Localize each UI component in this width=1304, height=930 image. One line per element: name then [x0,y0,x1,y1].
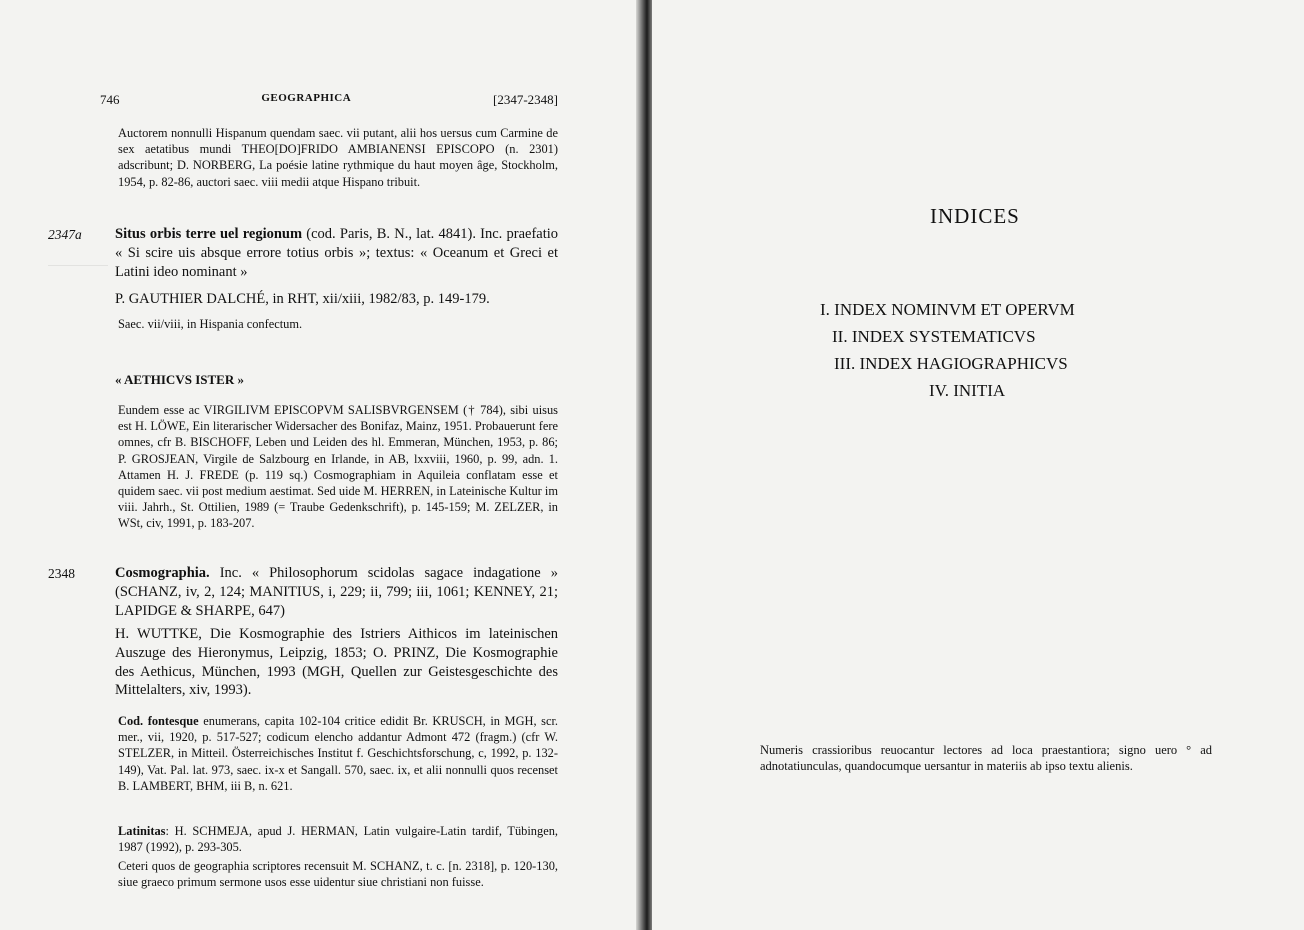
entry-2348-reference: H. WUTTKE, Die Kosmographie des Istriers Aithicos im lateinischen Auszuge des Hieronymus, Leipzig, 1853; O. PRINZ, Die Kosmographie des Aethicus, München, 1993 (MGH, Quellen zur Geistesgeschichte des Mittelalters, xiv, 1993). [115,626,558,699]
show-through-text [150,202,258,218]
entry-text: (cod. Paris, B. N., lat. 4841). Inc. praefatio « Si scire uis absque errore totius orbis »; textus: « Oceanum et Greci et Latini ideo nominant » [115,226,559,280]
intro-paragraph: Auctorem nonnulli Hispanum quendam saec. vii putant, alii hos uersus cum Carmine de sex aetatibus mundi THEO[DO]FRIDO AMBIANENSI EPISCOPO (n. 2301) adscribunt; D. NORBERG, La poésie latine rythmique du haut moyen âge, Stockholm, 1954, p. 82-86, auctori saec. viii medii atque Hispano tribuit. [118,126,558,189]
index-item: IV. INITIA [929,381,1006,400]
running-head [100,92,558,108]
aethicus-heading: « AETHICVS ISTER » [115,372,244,387]
entry-2347a-note: Saec. vii/viii, in Hispania confectum. [118,317,303,331]
indices-title: INDICES [930,204,1020,228]
index-item: III. INDEX HAGIOGRAPHICVS [834,354,1068,373]
latinitas-text: : H. SCHMEJA, apud J. HERMAN, Latin vulgaire-Latin tardif, Tübingen, 1987 (1992), p. 293-305. [118,824,558,855]
fontes-paragraph [118,713,558,794]
index-list [820,296,1075,404]
entry-number-2347a: 2347a [48,227,82,242]
fontes-label: Cod. fontesque [118,714,199,728]
index-item: II. INDEX SYSTEMATICVS [832,327,1036,346]
right-page [652,0,1304,930]
aethicus-paragraph: Eundem esse ac VIRGILIVM EPISCOPVM SALISBVRGENSEM († 784), sibi uisus est H. LÖWE, Ein literarischer Widersacher des Bonifaz, Mainz, 1951. Probauerunt fere omnes, cfr B. BISCHOFF, Leben und Leiden des hl. Emmeran, München, 1953, p. 86; P. GROSJEAN, Virgile de Salzbourg en Irlande, in AB, lxxviii, 1960, p. 99, adn. 1. Attamen H. J. FREDE (p. 119 sq.) Cosmographiam in Aquileia conflatam esse et quidem saec. vii post medium aestimat. Sed uide M. HERREN, in Lateinische Kultur im viii. Jahrh., St. Ottilien, 1989 (= Traube Gedenkschrift), p. 145-159; M. ZELZER, in WSt, civ, 1991, p. 183-207. [118,403,558,531]
latinitas-label: Latinitas [118,824,166,838]
page-number: 746 [100,92,120,107]
entry-number-2348: 2348 [48,566,75,581]
fontes-text: enumerans, capita 102-104 critice edidit Br. KRUSCH, in MGH, scr. mer., vii, 1920, p. 517-527; codicum elencho addantur Admont 472 (fragm.) (cfr W. STELZER, in Mitteil. Österreichisches Institut f. Geschichtsforschung, c, 1992, p. 132-149), Vat. Pal. lat. 973, saec. ix-x et Sangall. 570, saec. ix, et alii nonnulli quos recenset B. LAMBERT, BHM, iii B, n. 621. [118,714,559,793]
index-item: I. INDEX NOMINVM ET OPERVM [820,300,1075,319]
entry-2348 [115,564,558,620]
latinitas-paragraph [118,823,558,855]
entry-title: Cosmographia. [115,565,210,581]
closing-paragraph: Ceteri quos de geographia scriptores recensuit M. SCHANZ, t. c. [n. 2318], p. 120-130, siue graeco primum sermone usos esse uidentur siue christiani non fuisse. [118,859,558,890]
left-page [0,0,640,930]
index-note: Numeris crassioribus reuocantur lectores ad loca praestantiora; signo uero ° ad adnotatiunculas, quandocumque uersantur in materiis ab ipso textu alienis. [760,743,1212,773]
entry-title: Situs orbis terre uel regionum [115,226,303,242]
entry-text: Inc. « Philosophorum scidolas sagace indagatione » (SCHANZ, iv, 2, 124; MANITIUS, i, 229; ii, 799; iii, 1061; KENNEY, 21; LAPIDGE & SHARPE, 647) [115,565,558,619]
entry-2347a [115,225,558,281]
show-through-margin [48,265,108,306]
entry-range: [2347-2348] [493,92,558,107]
running-title: GEOGRAPHICA [261,92,352,104]
entry-2347a-reference: P. GAUTHIER DALCHÉ, in RHT, xii/xiii, 1982/83, p. 149-179. [115,291,490,307]
